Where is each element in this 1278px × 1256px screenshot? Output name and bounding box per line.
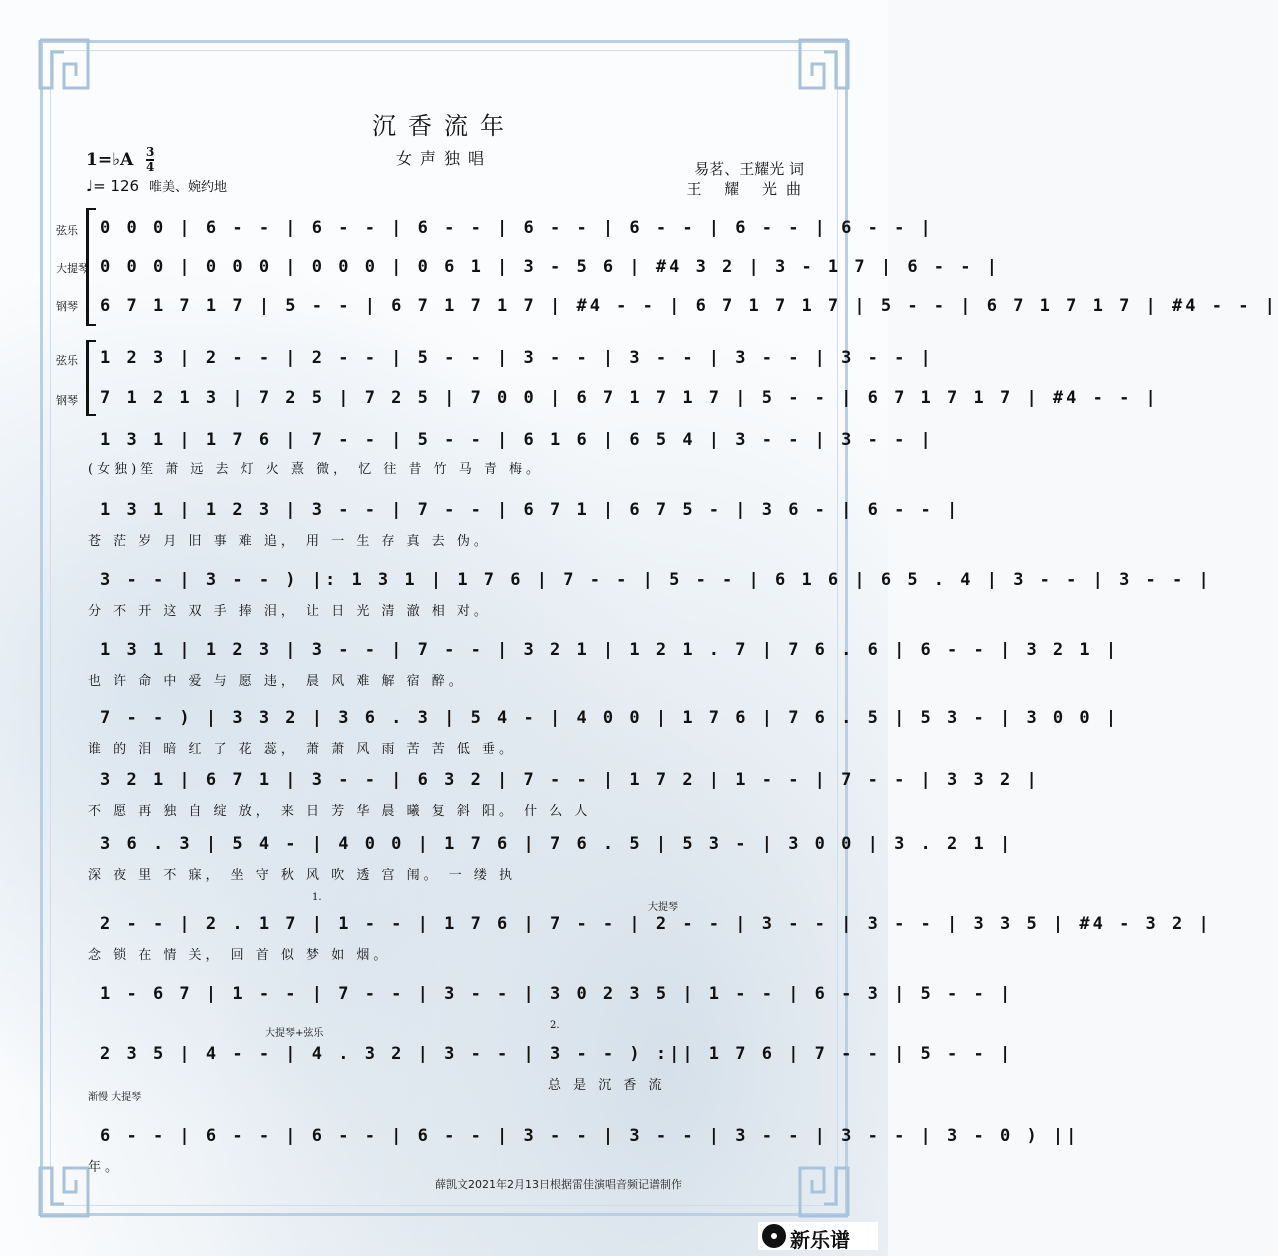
instrument-label-piano: 钢琴 <box>56 394 78 407</box>
lyric-line: (女独)笙 萧 远 去 灯 火 熹 微， 忆 往 昔 竹 马 青 梅。 <box>88 462 543 477</box>
notation-row: 2 - - | 2 . 1 7 | 1 - - | 1 7 6 | 7 - - | 2 - - | 3 - - | 3 - - | 3 3 5 | #4 - 3 2 | <box>100 914 1212 934</box>
notation-row: 1 3 1 | 1 2 3 | 3 - - | 7 - - | 3 2 1 | 1 2 1 . 7 | 7 6 . 6 | 6 - - | 3 2 1 | <box>100 640 1120 660</box>
lyric-line: 总 是 沉 香 流 <box>548 1078 666 1093</box>
lyric-line: 苍 茫 岁 月 旧 事 难 追， 用 一 生 存 真 去 伪。 <box>88 534 491 549</box>
instrument-label-piano: 钢琴 <box>56 300 78 313</box>
expression-marking: 唯美、婉约地 <box>149 180 228 195</box>
notation-row: 2 3 5 | 4 - - | 4 . 3 2 | 3 - - | 3 - - ) :|| 1 7 6 | 7 - - | 5 - - | <box>100 1044 1014 1064</box>
notation-row: 1 - 6 7 | 1 - - | 7 - - | 3 - - | 3 0 2 3 5 | 1 - - | 6 - 3 | 5 - - | <box>100 984 1014 1004</box>
frame-corner-ornament <box>36 36 92 92</box>
notation-row: 7 1 2 1 3 | 7 2 5 | 7 2 5 | 7 0 0 | 6 7 1 7 1 7 | 5 - - | 6 7 1 7 1 7 | #4 - - | <box>100 388 1159 408</box>
key-signature: 1=♭A <box>86 150 134 170</box>
lyric-line: 谁 的 泪 暗 红 了 花 蕊， 萧 萧 风 雨 苦 苦 低 垂。 <box>88 742 516 757</box>
instrument-label-cello: 大提琴 <box>56 262 89 275</box>
notation-row: 3 2 1 | 6 7 1 | 3 - - | 6 3 2 | 7 - - | 1 7 2 | 1 - - | 7 - - | 3 3 2 | <box>100 770 1040 790</box>
frame-corner-ornament <box>796 36 852 92</box>
instrument-label-strings: 弦乐 <box>56 224 78 237</box>
lyricist-credit: 易茗、王耀光 词 <box>694 160 804 178</box>
notation-row: 3 6 . 3 | 5 4 - | 4 0 0 | 1 7 6 | 7 6 . 5 | 5 3 - | 3 0 0 | 3 . 2 1 | <box>100 834 1014 854</box>
time-signature: 3 4 <box>146 145 155 174</box>
system-bracket <box>86 340 96 416</box>
cello-strings-annotation: 大提琴+弦乐 <box>265 1028 324 1039</box>
notation-row: 0 0 0 | 6 - - | 6 - - | 6 - - | 6 - - | 6 - - | 6 - - | 6 - - | <box>100 218 934 238</box>
lyric-line: 年。 <box>88 1160 123 1175</box>
instrument-label-strings: 弦乐 <box>56 354 78 367</box>
tempo-marking: ♩= 126 唯美、婉约地 <box>86 177 228 195</box>
notation-row: 7 - - ) | 3 3 2 | 3 6 . 3 | 5 4 - | 4 0 0 | 1 7 6 | 7 6 . 5 | 5 3 - | 3 0 0 | <box>100 708 1120 728</box>
frame-corner-ornament <box>796 1164 852 1220</box>
lyric-line: 也 许 命 中 爱 与 愿 违， 晨 风 难 解 宿 醉。 <box>88 674 466 689</box>
volta-2-label: 2. <box>550 1020 560 1031</box>
frame-corner-ornament <box>36 1164 92 1220</box>
notation-row: 1 2 3 | 2 - - | 2 - - | 5 - - | 3 - - | 3 - - | 3 - - | 3 - - | <box>100 348 934 368</box>
song-title: 沉香流年 <box>372 112 516 140</box>
lyric-line: 不 愿 再 独 自 绽 放， 来 日 芳 华 晨 曦 复 斜 阳。 什 么 人 <box>88 804 592 819</box>
notation-row: 0 0 0 | 0 0 0 | 0 0 0 | 0 6 1 | 3 - 5 6 | #4 3 2 | 3 - 1 7 | 6 - - | <box>100 257 1000 277</box>
song-subtitle: 女声独唱 <box>395 149 492 168</box>
lyric-line: 深 夜 里 不 寐， 坐 守 秋 风 吹 透 宫 闱。 一 缕 执 <box>88 868 516 883</box>
volta-1-label: 1. <box>312 892 322 903</box>
notation-row: 6 7 1 7 1 7 | 5 - - | 6 7 1 7 1 7 | #4 - - | 6 7 1 7 1 7 | 5 - - | 6 7 1 7 1 7 | #4 - - | <box>100 296 1278 316</box>
site-logo <box>758 1222 878 1250</box>
lyric-line: 念 锁 在 情 关， 回 首 似 梦 如 烟。 <box>88 948 391 963</box>
vinyl-disc-icon <box>762 1224 786 1248</box>
notation-row: 1 3 1 | 1 7 6 | 7 - - | 5 - - | 6 1 6 | 6 5 4 | 3 - - | 3 - - | <box>100 430 934 450</box>
lyric-line: 分 不 开 这 双 手 捧 泪， 让 日 光 清 澈 相 对。 <box>88 604 491 619</box>
composer-credit: 王 耀 光曲 <box>686 180 810 198</box>
cello-annotation: 大提琴 <box>648 902 678 913</box>
notation-row: 1 3 1 | 1 2 3 | 3 - - | 7 - - | 6 7 1 | 6 7 5 - | 3 6 - | 6 - - | <box>100 500 961 520</box>
logo-text: 新乐谱 <box>790 1228 850 1252</box>
ritard-annotation: 渐慢 大提琴 <box>88 1092 142 1103</box>
notation-row: 6 - - | 6 - - | 6 - - | 6 - - | 3 - - | 3 - - | 3 - - | 3 - - | 3 - 0 ) || <box>100 1126 1080 1146</box>
transcription-credit: 薛凯文2021年2月13日根据雷佳演唱音频记谱制作 <box>435 1178 682 1191</box>
notation-row: 3 - - | 3 - - ) |: 1 3 1 | 1 7 6 | 7 - - | 5 - - | 6 1 6 | 6 5 . 4 | 3 - - | 3 - - | <box>100 570 1212 590</box>
